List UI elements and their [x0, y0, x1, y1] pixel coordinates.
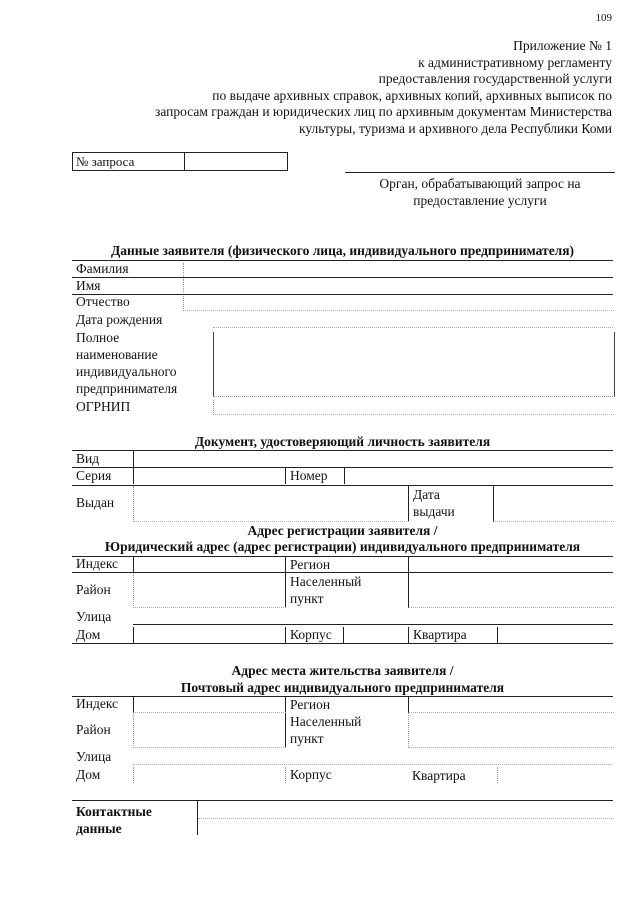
reg-index-field[interactable] [133, 557, 286, 572]
res-region-label: Регион [285, 697, 410, 712]
reg-address-heading [72, 523, 613, 555]
doc-series-label: Серия [76, 468, 112, 483]
res-address-heading [72, 662, 613, 696]
name-label: Имя [76, 278, 101, 293]
reg-address-heading-line: Юридический адрес (адрес регистрации) индивидуального предпринимателя [104, 539, 581, 554]
reg-street-label: Улица [76, 609, 112, 624]
request-number-label: № запроса [73, 153, 185, 170]
reg-settlement-label [285, 573, 361, 607]
reg-building-label: Корпус [285, 627, 345, 643]
appendix-line: по выдаче архивных справок, архивных копий, архивных выписок по [212, 87, 612, 103]
doc-series-field[interactable] [133, 468, 286, 484]
issued-by-field[interactable] [133, 486, 409, 522]
full-name-label-line: Полное [76, 330, 120, 345]
reg-settlement-field[interactable] [408, 573, 614, 608]
reg-settlement-label-line: Населенный [290, 574, 362, 589]
page-number: 109 [595, 12, 612, 24]
appendix-header [52, 38, 612, 137]
organ-caption-line: предоставление услуги [413, 193, 547, 208]
full-name-label [76, 329, 177, 397]
contacts-field[interactable] [197, 801, 614, 835]
res-settlement-label-line: Населенный [290, 714, 362, 729]
reg-district-label: Район [76, 582, 111, 597]
contacts-label-line: Контактные [76, 804, 152, 819]
issue-date-field[interactable] [493, 486, 614, 522]
ogrnip-label: ОГРНИП [76, 399, 131, 414]
issue-date-label-line: Дата [413, 487, 440, 502]
res-street-label: Улица [76, 749, 112, 764]
name-field[interactable] [183, 279, 614, 293]
issue-date-label [408, 486, 455, 521]
res-settlement-field[interactable] [408, 713, 614, 748]
contacts-label [76, 803, 152, 837]
res-apartment-label: Квартира [412, 768, 466, 783]
reg-house-field[interactable] [133, 627, 286, 643]
res-settlement-label-line: пункт [290, 731, 324, 746]
birth-date-label: Дата рождения [76, 312, 163, 327]
identity-heading: Документ, удостоверяющий личность заявителя [194, 434, 491, 449]
organ-caption [345, 175, 615, 209]
reg-address-heading-line: Адрес регистрации заявителя / [247, 523, 438, 538]
res-apartment-field[interactable] [497, 767, 614, 783]
res-settlement-label [285, 713, 361, 747]
appendix-line: запросам граждан и юридических лиц по архивным документам Министерства [154, 104, 612, 119]
reg-region-label: Регион [285, 557, 410, 572]
full-name-label-line: предпринимателя [76, 381, 178, 396]
appendix-line: к административному регламенту [418, 54, 612, 70]
birth-date-field[interactable] [213, 313, 613, 328]
request-number-field[interactable] [185, 153, 287, 170]
doc-number-label: Номер [285, 468, 346, 484]
reg-building-field[interactable] [343, 627, 409, 643]
doc-type-label: Вид [76, 451, 100, 466]
appendix-line: Приложение № 1 [513, 38, 612, 53]
organ-caption-line: Орган, обрабатывающий запрос на [379, 176, 581, 191]
issue-date-label-line: выдачи [413, 504, 455, 519]
organ-signature-line[interactable] [345, 172, 615, 173]
res-region-field[interactable] [408, 697, 614, 713]
patronymic-field[interactable] [183, 296, 614, 311]
full-name-label-line: индивидуального [76, 364, 177, 379]
reg-house-label: Дом [76, 627, 101, 642]
contacts-label-line: данные [76, 821, 122, 836]
applicant-heading: Данные заявителя (физического лица, индивидуального предпринимателя) [110, 243, 575, 258]
row-rule [72, 643, 613, 644]
full-name-field[interactable] [213, 332, 615, 397]
surname-field[interactable] [183, 263, 614, 277]
reg-region-field[interactable] [408, 557, 614, 572]
res-address-heading-line: Почтовый адрес индивидуального предпринимателя [180, 680, 505, 695]
res-address-heading-line: Адрес места жительства заявителя / [231, 663, 454, 678]
request-number-box [72, 152, 288, 171]
res-street-field[interactable] [133, 750, 613, 765]
reg-street-field[interactable] [133, 610, 613, 625]
reg-district-field[interactable] [133, 573, 286, 608]
doc-type-field[interactable] [133, 451, 614, 467]
res-house-field[interactable] [133, 767, 286, 783]
issued-by-label: Выдан [76, 495, 115, 510]
res-index-field[interactable] [133, 697, 286, 713]
reg-apartment-label: Квартира [408, 627, 498, 643]
reg-index-label: Индекс [76, 556, 119, 571]
row-rule [72, 277, 613, 278]
appendix-line: предоставления государственной услуги [378, 71, 612, 86]
reg-settlement-label-line: пункт [290, 591, 324, 606]
surname-label: Фамилия [76, 261, 129, 276]
patronymic-label: Отчество [76, 294, 130, 309]
contacts-field-divider [198, 818, 614, 819]
res-district-label: Район [76, 722, 111, 737]
res-building-field[interactable] [343, 767, 408, 783]
res-house-label: Дом [76, 767, 101, 782]
appendix-line: культуры, туризма и архивного дела Республики Коми [299, 120, 612, 136]
res-building-label: Корпус [285, 767, 345, 783]
res-district-field[interactable] [133, 713, 286, 748]
doc-number-field[interactable] [344, 468, 614, 484]
ogrnip-field[interactable] [213, 400, 614, 415]
row-rule [72, 294, 613, 295]
full-name-label-line: наименование [76, 347, 158, 362]
res-index-label: Индекс [76, 696, 119, 711]
reg-apartment-field[interactable] [497, 627, 614, 643]
applicant-heading-rule [72, 260, 613, 261]
